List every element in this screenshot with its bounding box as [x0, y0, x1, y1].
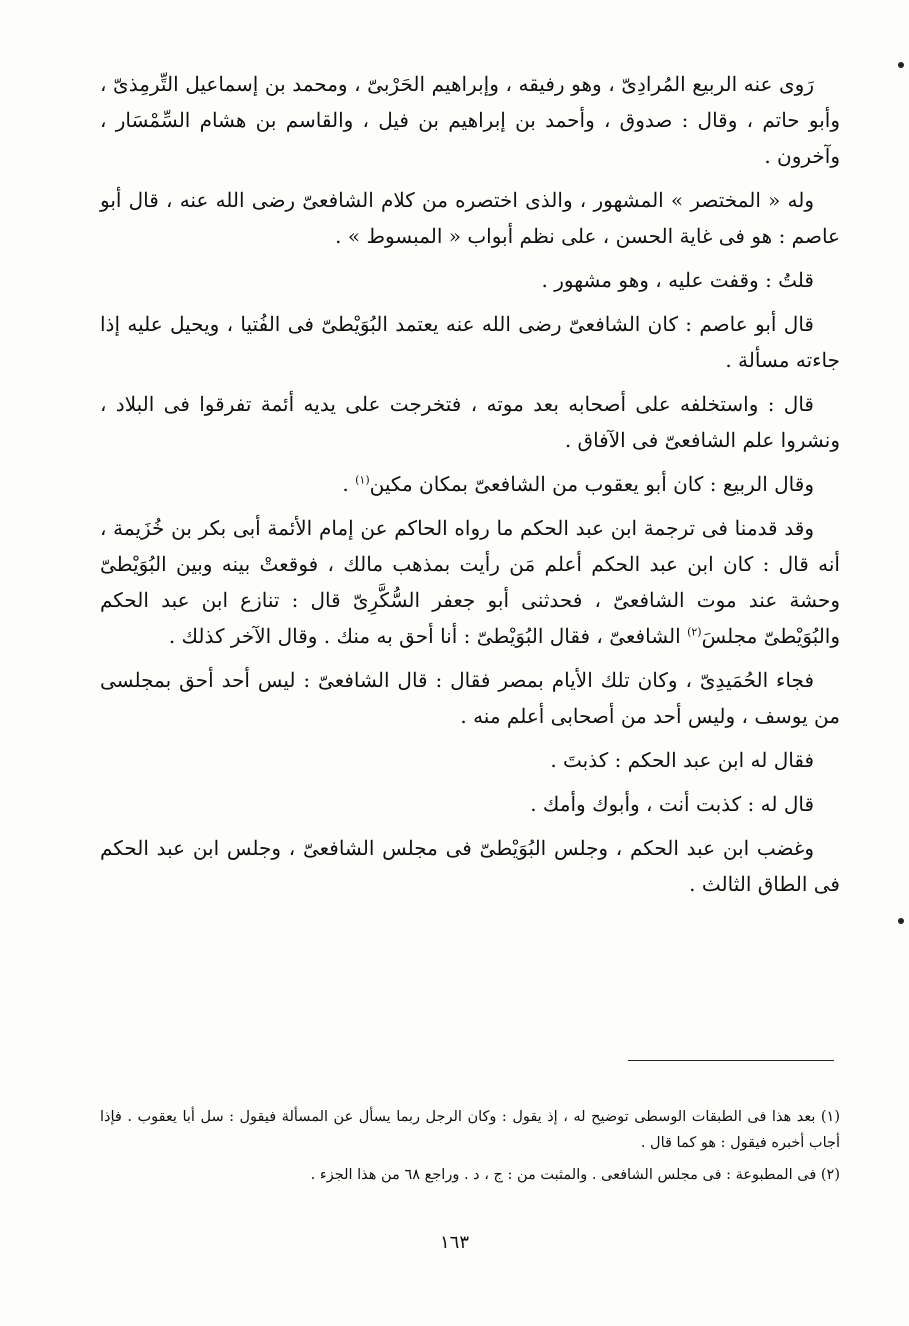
paragraph-4: قال أبو عاصم : كان الشافعىّ رضى الله عنه يعتمد البُوَيْطىّ فى الفُتيا ، ويحيل عليه إذا جاءته مسألة . — [100, 312, 840, 372]
paragraph-2: وله « المختصر » المشهور ، والذى اختصره من كلام الشافعىّ رضى الله عنه ، قال أبو عاصم : هو فى غاية الحسن ، على نظم أبواب « المبسوط » . — [100, 188, 840, 248]
paragraph-11: وغضب ابن عبد الحكم ، وجلس البُوَيْطىّ فى مجلس الشافعىّ ، وجلس ابن عبد الحكم فى الطاق الثالث . — [100, 836, 840, 896]
paragraph-9: فقال له ابن عبد الحكم : كذبتَ . — [550, 748, 814, 772]
margin-dot-middle — [898, 918, 904, 924]
paragraph-7 — [100, 510, 840, 654]
footnote-2: (٢) فى المطبوعة : فى مجلس الشافعى . والمثبت من : ج ، د . وراجع ٦٨ من هذا الجزء . — [310, 1167, 840, 1183]
paragraph-5: قال : واستخلفه على أصحابه بعد موته ، فتخرجت على يديه أئمة تفرقوا فى البلاد ، ونشروا علم الشافعىّ فى الآفاق . — [100, 392, 840, 452]
footnotes — [100, 1104, 840, 1194]
footnote-divider — [628, 1060, 834, 1061]
paragraph-10: قال له : كذبت أنت ، وأبوك وأمك . — [530, 792, 814, 816]
paragraph-6-text: وقال الربيع : كان أبو يعقوب من الشافعىّ بمكان مكين — [369, 472, 814, 496]
footnote-ref-1: (١) — [355, 473, 370, 487]
paragraph-7-text: وقد قدمنا فى ترجمة ابن عبد الحكم ما رواه الحاكم عن إمام الأئمة أبى بكر بن خُزَيمة ، أنه قال : كان ابن عبد الحكم أعلم مَن رأيت بمذهب مالك ، فوقعتْ بينه وبين البُوَيْطىّ وحشة عند موت الشافعىّ ، فحدثنى أبو جعفر السُّكَّرِىّ قال : تنازع ابن عبد الحكم والبُوَيْطىّ مجلسَ — [100, 516, 840, 648]
paragraph-6-tail: . — [342, 472, 356, 496]
footnote-1: (١) بعد هذا فى الطبقات الوسطى توضيح له ، إذ يقول : وكان الرجل ربما يسأل عن المسألة فيقول : سل أبا يعقوب . فإذا أجاب أخبره فيقول : هو كما قال . — [100, 1109, 840, 1151]
paragraph-6 — [100, 466, 840, 502]
paragraph-1: رَوى عنه الربيع المُرادِىّ ، وهو رفيقه ، وإبراهيم الحَرْبىّ ، ومحمد بن إسماعيل التِّرمِذىّ ، وأبو حاتم ، وقال : صدوق ، وأحمد بن إبراهيم بن فيل ، والقاسم بن هشام السِّمْسَار ، وآخرون . — [100, 72, 840, 168]
margin-dot-top — [898, 62, 904, 68]
paragraph-7-tail: الشافعىّ ، فقال البُوَيْطىّ : أنا أحق به منك . وقال الآخر كذلك . — [168, 624, 688, 648]
page-number: ١٦٣ — [439, 1232, 469, 1253]
paragraph-3: قلتُ : وقفت عليه ، وهو مشهور . — [541, 268, 814, 292]
main-text — [100, 66, 840, 910]
paragraph-8: فجاء الحُمَيدِىّ ، وكان تلك الأيام بمصر فقال : قال الشافعىّ : ليس أحد أحق بمجلسى من يوسف ، وليس أحد من أصحابى أعلم منه . — [100, 668, 840, 728]
footnote-ref-2: (٢) — [687, 625, 702, 639]
